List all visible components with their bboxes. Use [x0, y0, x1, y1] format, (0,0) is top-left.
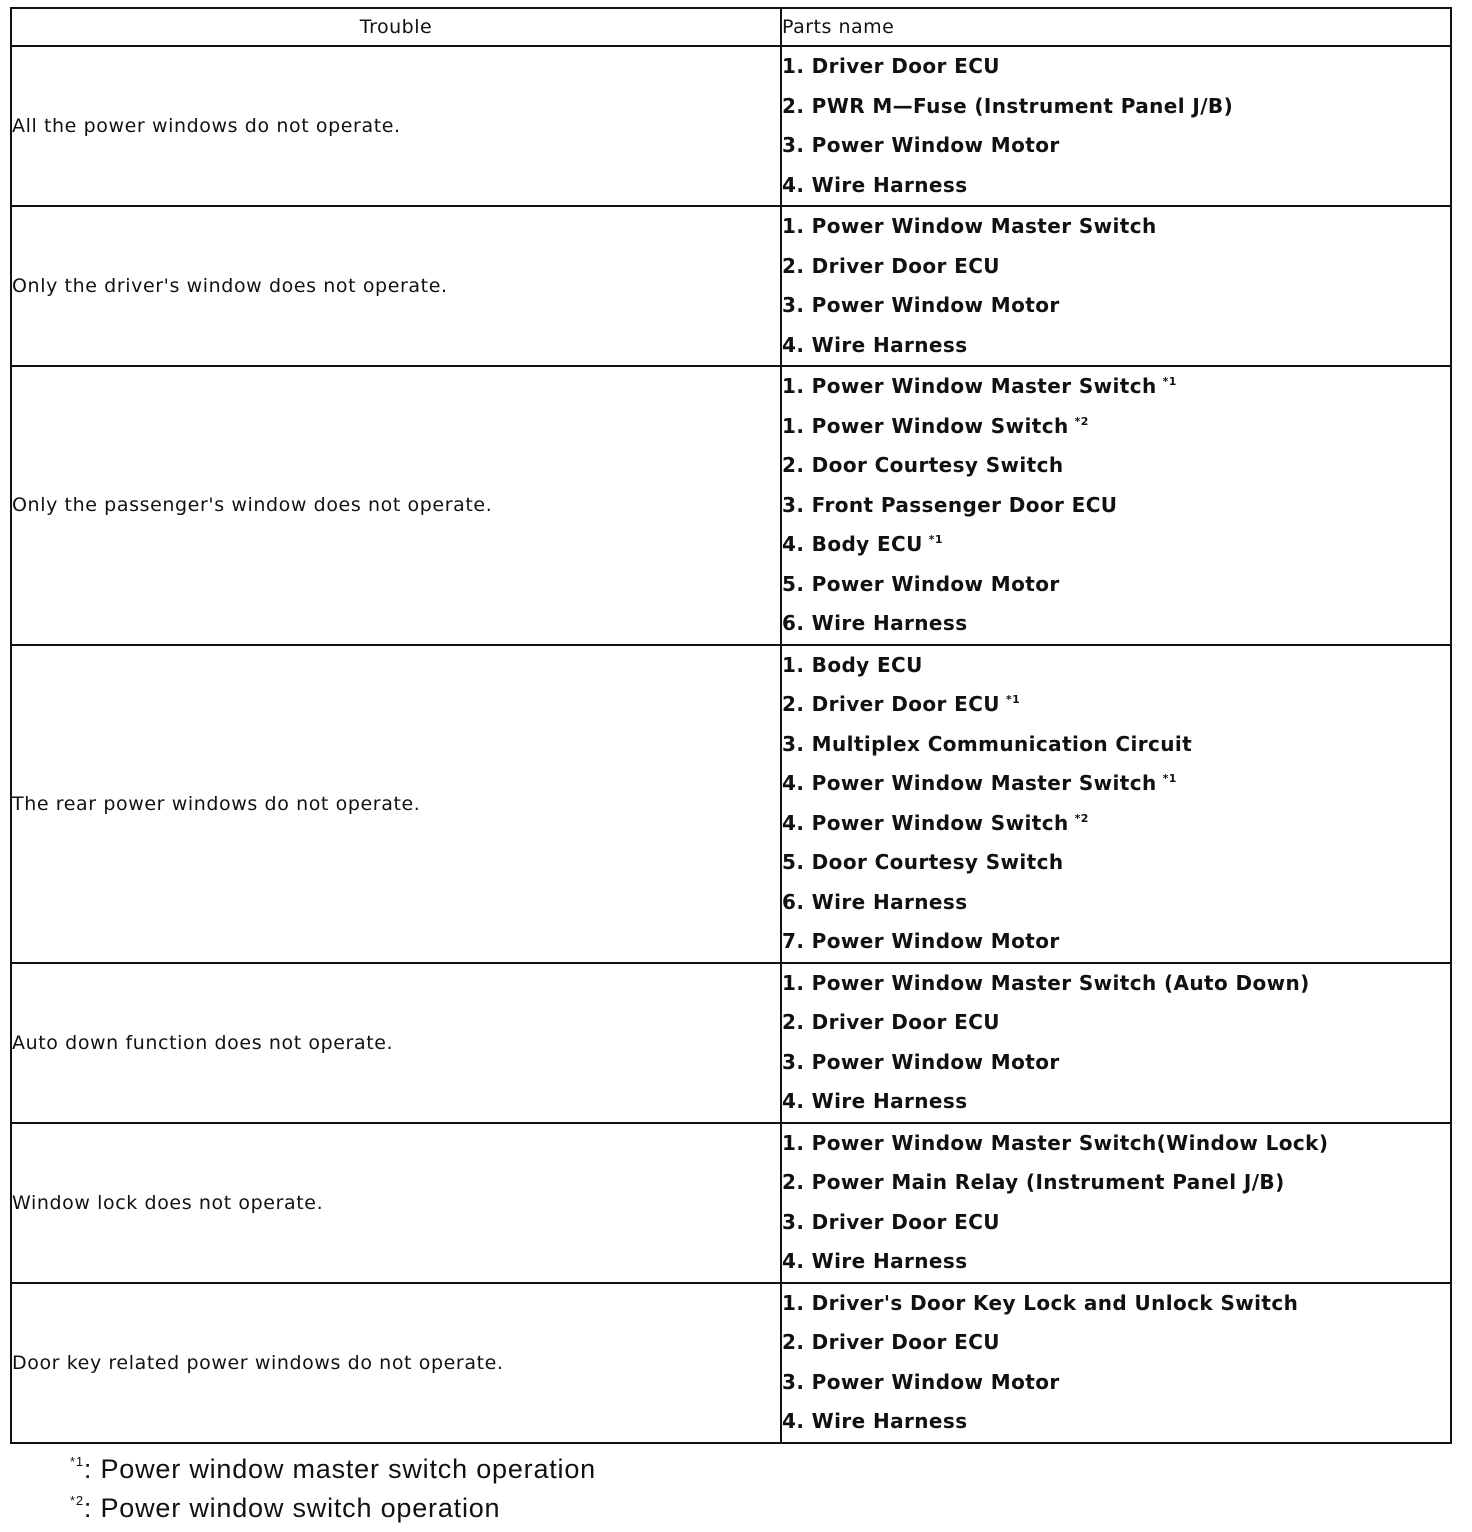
- parts-cell: [781, 1283, 1451, 1443]
- part-item: [782, 1402, 1450, 1442]
- table-body: [11, 46, 1451, 1443]
- table-row: [11, 963, 1451, 1123]
- part-item: [782, 764, 1450, 804]
- part-item: [782, 207, 1450, 247]
- parts-cell: [781, 645, 1451, 963]
- parts-cell: [781, 366, 1451, 645]
- part-text: 2. PWR M—Fuse (Instrument Panel J/B): [782, 93, 1234, 118]
- part-item: [782, 964, 1450, 1004]
- trouble-table: [10, 7, 1452, 1444]
- footnote-text: : Power window master switch operation: [83, 1454, 596, 1484]
- table-row: [11, 1283, 1451, 1443]
- part-text: 3. Power Window Motor: [782, 293, 1060, 317]
- trouble-cell: All the power windows do not operate.: [11, 46, 781, 206]
- part-text: 4. Wire Harness: [782, 172, 968, 197]
- part-text: 1. Power Window Master Switch (Auto Down): [782, 970, 1310, 995]
- trouble-cell: Door key related power windows do not operate.: [11, 1283, 781, 1443]
- part-text: 4. Wire Harness: [782, 332, 968, 357]
- header-trouble: Trouble: [11, 8, 781, 46]
- part-item: [782, 843, 1450, 883]
- footnote-ref: *1: [1162, 772, 1177, 785]
- part-text: 2. Power Main Relay (Instrument Panel J/B): [782, 1170, 1285, 1194]
- part-text: 2. Driver Door ECU: [782, 692, 1000, 716]
- part-item: [782, 126, 1450, 166]
- part-item: [782, 166, 1450, 206]
- parts-cell: [781, 1123, 1451, 1283]
- part-text: 5. Power Window Motor: [782, 571, 1060, 596]
- part-item: [782, 525, 1450, 565]
- part-item: [782, 646, 1450, 686]
- parts-cell: [781, 46, 1451, 206]
- footnote-ref: *1: [1005, 693, 1021, 706]
- part-item: [782, 1124, 1450, 1164]
- part-item: [782, 446, 1450, 486]
- header-parts-name: Parts name: [781, 8, 1451, 46]
- table-row: [11, 366, 1451, 645]
- part-item: [782, 565, 1450, 605]
- part-item: [782, 87, 1450, 127]
- part-text: 1. Power Window Master Switch: [782, 374, 1157, 398]
- part-text: 1. Driver Door ECU: [782, 54, 1000, 78]
- footnotes: [70, 1450, 596, 1528]
- part-item: [782, 1043, 1450, 1083]
- part-item: [782, 247, 1450, 287]
- parts-cell: [781, 963, 1451, 1123]
- part-item: [782, 326, 1450, 366]
- part-text: 3. Front Passenger Door ECU: [782, 492, 1118, 517]
- part-text: 5. Door Courtesy Switch: [782, 850, 1064, 874]
- part-text: 1. Power Window Master Switch: [782, 214, 1157, 238]
- part-text: 1. Driver's Door Key Lock and Unlock Switch: [782, 1290, 1299, 1315]
- part-item: [782, 1323, 1450, 1363]
- part-text: 2. Door Courtesy Switch: [782, 453, 1064, 477]
- part-item: [782, 286, 1450, 326]
- part-text: 4. Wire Harness: [782, 1409, 968, 1433]
- part-item: [782, 685, 1450, 725]
- part-item: [782, 1082, 1450, 1122]
- footnote-ref: *1: [1162, 375, 1177, 388]
- table-row: [11, 645, 1451, 963]
- part-item: [782, 725, 1450, 765]
- part-text: 4. Wire Harness: [782, 1089, 968, 1113]
- footnote-ref: *2: [1074, 414, 1089, 428]
- part-item: [782, 367, 1450, 407]
- troubleshooting-sheet: [10, 7, 1450, 1444]
- part-text: 7. Power Window Motor: [782, 929, 1060, 953]
- trouble-cell: Only the passenger's window does not operate.: [11, 366, 781, 645]
- parts-cell: [781, 206, 1451, 366]
- table-row: [11, 206, 1451, 366]
- part-text: 2. Driver Door ECU: [782, 253, 1000, 278]
- part-text: 4. Power Window Master Switch: [782, 771, 1157, 795]
- part-text: 3. Driver Door ECU: [782, 1209, 1000, 1234]
- part-text: 3. Power Window Motor: [782, 1369, 1060, 1394]
- part-item: [782, 883, 1450, 923]
- footnote-text: : Power window switch operation: [83, 1493, 501, 1523]
- footnote-1: [70, 1450, 596, 1489]
- footnote-ref: *2: [1074, 811, 1089, 825]
- part-text: 3. Multiplex Communication Circuit: [782, 731, 1193, 756]
- part-item: [782, 1284, 1450, 1324]
- part-text: 4. Wire Harness: [782, 1249, 968, 1273]
- trouble-cell: Auto down function does not operate.: [11, 963, 781, 1123]
- footnote-2: [70, 1489, 596, 1528]
- part-text: 2. Driver Door ECU: [782, 1330, 1000, 1354]
- part-item: [782, 804, 1450, 844]
- part-item: [782, 922, 1450, 962]
- part-item: [782, 1363, 1450, 1403]
- part-text: 6. Wire Harness: [782, 611, 968, 635]
- table-row: [11, 46, 1451, 206]
- part-text: 4. Power Window Switch: [782, 810, 1069, 835]
- part-item: [782, 486, 1450, 526]
- part-text: 2. Driver Door ECU: [782, 1010, 1000, 1034]
- part-item: [782, 1242, 1450, 1282]
- part-text: 4. Body ECU: [782, 532, 923, 556]
- part-item: [782, 407, 1450, 447]
- trouble-cell: The rear power windows do not operate.: [11, 645, 781, 963]
- part-item: [782, 1163, 1450, 1203]
- part-text: 1. Body ECU: [782, 652, 923, 677]
- part-text: 1. Power Window Master Switch(Window Lock): [782, 1130, 1329, 1155]
- part-item: [782, 1203, 1450, 1243]
- part-item: [782, 604, 1450, 644]
- part-text: 3. Power Window Motor: [782, 133, 1060, 157]
- footnote-mark: *1: [70, 1454, 84, 1469]
- trouble-cell: Window lock does not operate.: [11, 1123, 781, 1283]
- part-text: 3. Power Window Motor: [782, 1049, 1060, 1074]
- part-item: [782, 1003, 1450, 1043]
- part-text: 1. Power Window Switch: [782, 413, 1069, 438]
- part-text: 6. Wire Harness: [782, 889, 968, 914]
- footnote-mark: *2: [70, 1493, 84, 1508]
- footnote-ref: *1: [928, 533, 943, 546]
- part-item: [782, 47, 1450, 87]
- header-row: [11, 8, 1451, 46]
- table-row: [11, 1123, 1451, 1283]
- trouble-cell: Only the driver's window does not operate.: [11, 206, 781, 366]
